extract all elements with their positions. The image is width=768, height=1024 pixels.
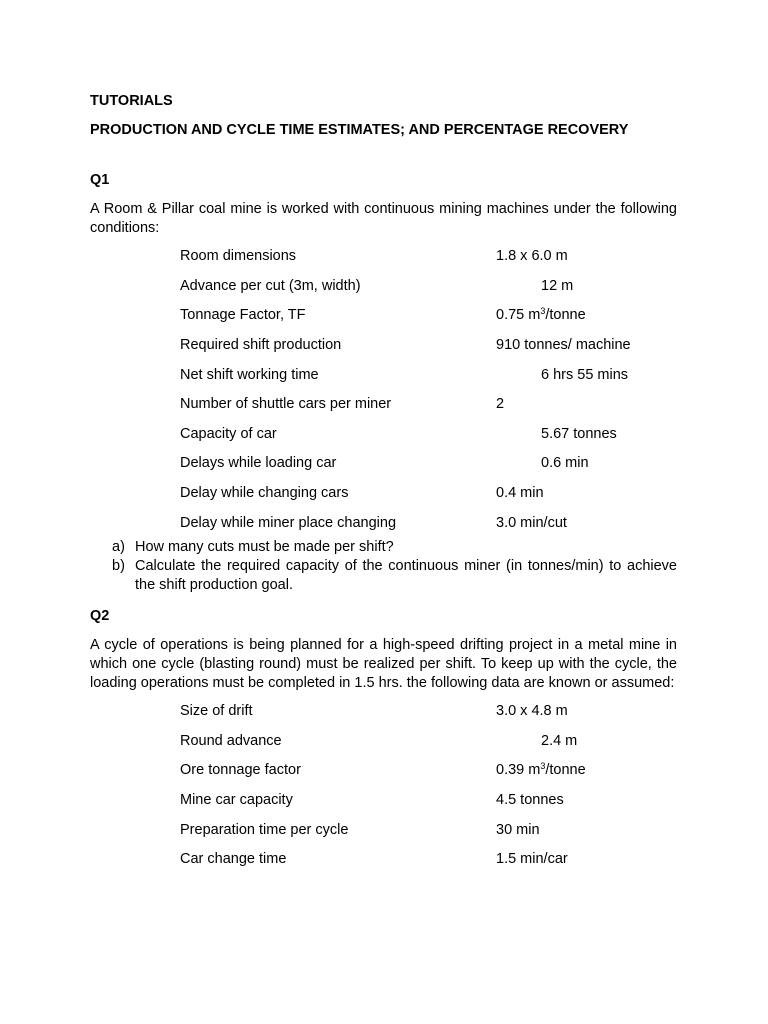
list-marker: b) [112, 557, 125, 574]
q1-subquestions [90, 538, 677, 595]
parameter-name: Ore tonnage factor [180, 762, 301, 779]
table-row [180, 360, 631, 390]
table-row [180, 301, 631, 331]
table-row [180, 449, 631, 479]
table-row [180, 479, 631, 509]
list-item [90, 538, 677, 557]
q2-intro: A cycle of operations is being planned for a high-speed drifting project in a metal mine in which one cycle (blasting round) must be realized per shift. To keep up with the cycle, the loading operations must be completed in 1.5 hrs. the following data are known or assumed: [90, 636, 677, 691]
parameter-value: 12 m [541, 277, 574, 294]
parameter-name: Mine car capacity [180, 792, 293, 809]
parameter-value: 5.67 tonnes [541, 425, 617, 442]
document-title: PRODUCTION AND CYCLE TIME ESTIMATES; AND PERCENTAGE RECOVERY [90, 122, 629, 138]
parameter-name: Preparation time per cycle [180, 821, 349, 838]
table-row [180, 390, 631, 420]
q2-parameter-table [180, 697, 586, 875]
parameter-value: 6 hrs 55 mins [541, 366, 629, 383]
q1-parameter-table [180, 242, 631, 538]
parameter-value: 0.6 min [541, 455, 589, 472]
table-row [180, 786, 586, 816]
table-row [180, 331, 631, 361]
parameter-name: Required shift production [180, 337, 342, 354]
table-row [180, 727, 586, 757]
parameter-name: Advance per cut (3m, width) [180, 277, 361, 294]
table-row [180, 815, 586, 845]
parameter-name: Car change time [180, 851, 287, 868]
parameter-name: Delay while changing cars [180, 485, 349, 502]
parameter-name: Delay while miner place changing [180, 514, 397, 531]
parameter-value: 910 tonnes/ machine [496, 337, 631, 354]
parameter-value: 2 [496, 396, 505, 413]
subquestion-text: How many cuts must be made per shift? [135, 538, 394, 555]
parameter-name: Room dimensions [180, 248, 297, 265]
table-row [180, 242, 631, 272]
parameter-name: Delays while loading car [180, 455, 337, 472]
parameter-name: Tonnage Factor, TF [180, 307, 306, 324]
document-page [90, 92, 677, 875]
parameter-value: 0.39 $m^3$/tonne [496, 761, 586, 779]
parameter-value: 0.4 min [496, 485, 544, 502]
parameter-value: 0.75 $m^3$/tonne [496, 306, 586, 324]
table-row [180, 272, 631, 302]
list-marker: a) [112, 538, 125, 555]
table-row [180, 508, 631, 538]
table-row [180, 420, 631, 450]
parameter-name: Round advance [180, 732, 282, 749]
parameter-value: 1.8 x 6.0 m [496, 248, 568, 265]
parameter-name: Size of drift [180, 703, 253, 720]
parameter-value: 3.0 x 4.8 m [496, 703, 568, 720]
table-row [180, 697, 586, 727]
parameter-name: Net shift working time [180, 366, 319, 383]
parameter-name: Capacity of car [180, 425, 277, 442]
subquestion-text: Calculate the required capacity of the continuous miner (in tonnes/min) to achieve the shift production goal. [135, 557, 677, 593]
parameter-value: 1.5 min/car [496, 851, 568, 868]
parameter-value: 4.5 tonnes [496, 792, 564, 809]
parameter-value: 3.0 min/cut [496, 514, 567, 531]
parameter-name: Number of shuttle cars per miner [180, 396, 392, 413]
q1-intro: A Room & Pillar coal mine is worked with continuous mining machines under the following conditions: [90, 201, 677, 236]
table-row [180, 756, 586, 786]
table-row [180, 845, 586, 875]
parameter-value: 30 min [496, 821, 540, 838]
q1-heading: Q1 [90, 172, 110, 188]
tutorials-heading: TUTORIALS [90, 93, 173, 109]
q2-heading: Q2 [90, 607, 110, 624]
list-item [90, 557, 677, 595]
parameter-value: 2.4 m [541, 732, 578, 749]
